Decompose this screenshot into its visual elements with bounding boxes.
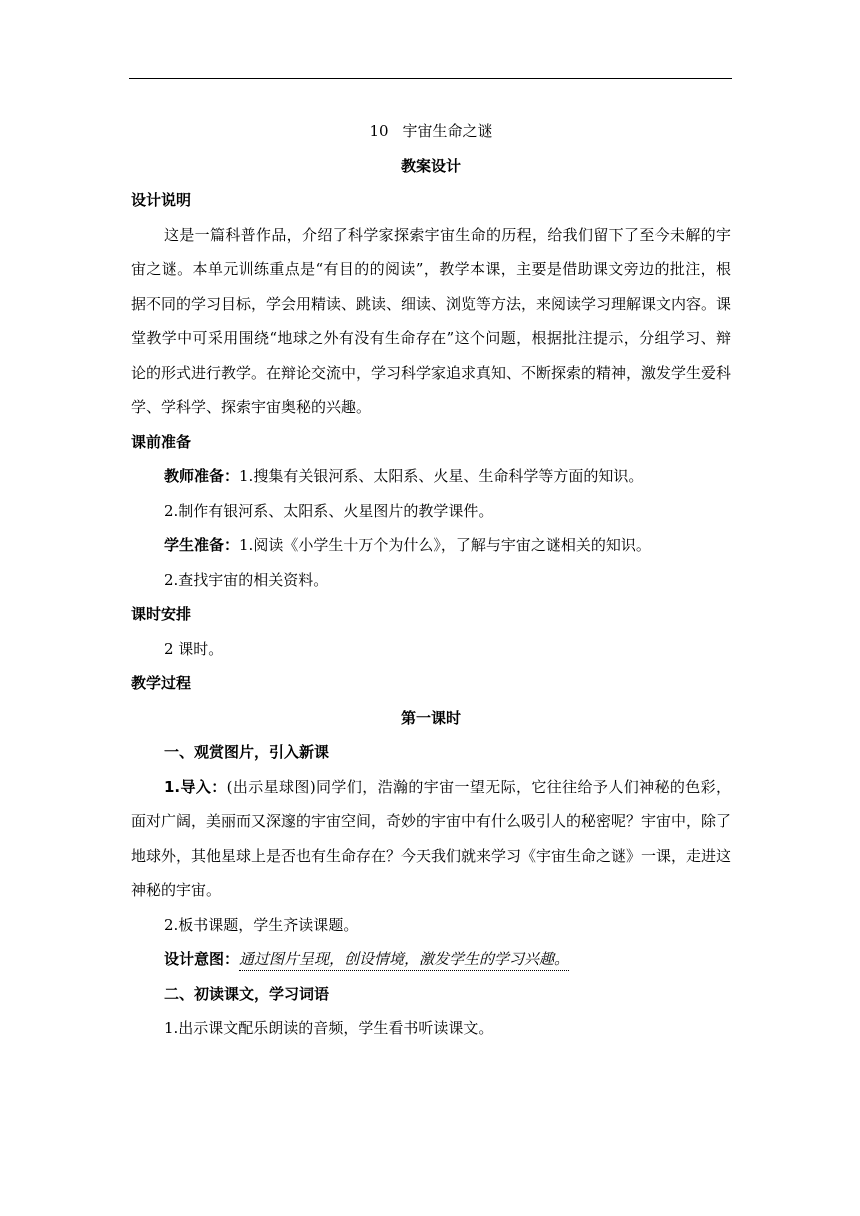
lesson-title (131, 114, 731, 149)
section-2-heading: 二、初读课文，学习词语 (164, 984, 330, 1003)
lesson-title-text: 宇宙生命之谜 (402, 122, 493, 140)
prep-heading: 课前准备 (131, 432, 192, 451)
intro-text: (出示星球图)同学们，浩瀚的宇宙一望无际，它往往给予人们神秘的色彩，面对广阔，美丽而又深邃的宇宙空间，奇妙的宇宙中有什么吸引人的秘密呢？宇宙中，除了地球外，其他星球上是否也有生命存在？今天我们就来学习《宇宙生命之谜》一课，走进这神秘的宇宙。 (131, 777, 732, 899)
design-intent-line (131, 942, 731, 977)
schedule-heading: 课时安排 (131, 605, 192, 623)
teacher-prep-line (131, 459, 731, 494)
lesson-1-heading: 第一课时 (400, 708, 461, 727)
document-body (131, 114, 731, 1046)
student-prep-item-1: 1.阅读《小学生十万个为什么》，了解与宇宙之谜相关的知识。 (239, 536, 651, 554)
schedule-text: 2 课时。 (164, 639, 224, 658)
teacher-prep-label: 教师准备： (164, 467, 240, 485)
teacher-prep-item-2: 2.制作有银河系、太阳系、火星图片的教学课件。 (164, 501, 494, 520)
design-note-paragraph: 这是一篇科普作品，介绍了科学家探索宇宙生命的历程，给我们留下了至今未解的宇宙之谜。本单元训练重点是“有目的的阅读”，教学本课，主要是借助课文旁边的批注，根据不同的学习目标，学会用精读、跳读、细读、浏览等方法，来阅读学习理解课文内容。课堂教学中可采用围绕“地球之外有没有生命存在”这个问题，根据批注提示，分组学习、辩论的形式进行教学。在辩论交流中，学习科学家追求真知、不断探索的精神，激发学生爱科学、学科学、探索宇宙奥秘的兴趣。 (131, 225, 732, 416)
section-1-heading: 一、观赏图片，引入新课 (164, 743, 330, 761)
process-heading: 教学过程 (131, 674, 192, 692)
step-2-text: 2.板书课题，学生齐读课题。 (164, 915, 359, 934)
doc-subtitle: 教案设计 (400, 156, 461, 175)
design-intent-label: 设计意图： (164, 950, 240, 968)
teacher-prep-item-1: 1.搜集有关银河系、太阳系、火星、生命科学等方面的知识。 (239, 467, 644, 485)
header-rule (129, 78, 732, 79)
lesson-number: 10 (369, 122, 389, 140)
section-2-item-1: 1.出示课文配乐朗读的音频，学生看书听读课文。 (164, 1019, 494, 1037)
intro-paragraph (131, 770, 731, 908)
design-note-heading: 设计说明 (131, 191, 192, 209)
student-prep-item-2: 2.查找宇宙的相关资料。 (164, 570, 329, 589)
student-prep-line (131, 528, 731, 563)
student-prep-label: 学生准备： (164, 536, 240, 554)
design-intent-text: 通过图片呈现，创设情境，激发学生的学习兴趣。 (239, 950, 569, 971)
intro-label: 1.导入： (164, 777, 227, 796)
